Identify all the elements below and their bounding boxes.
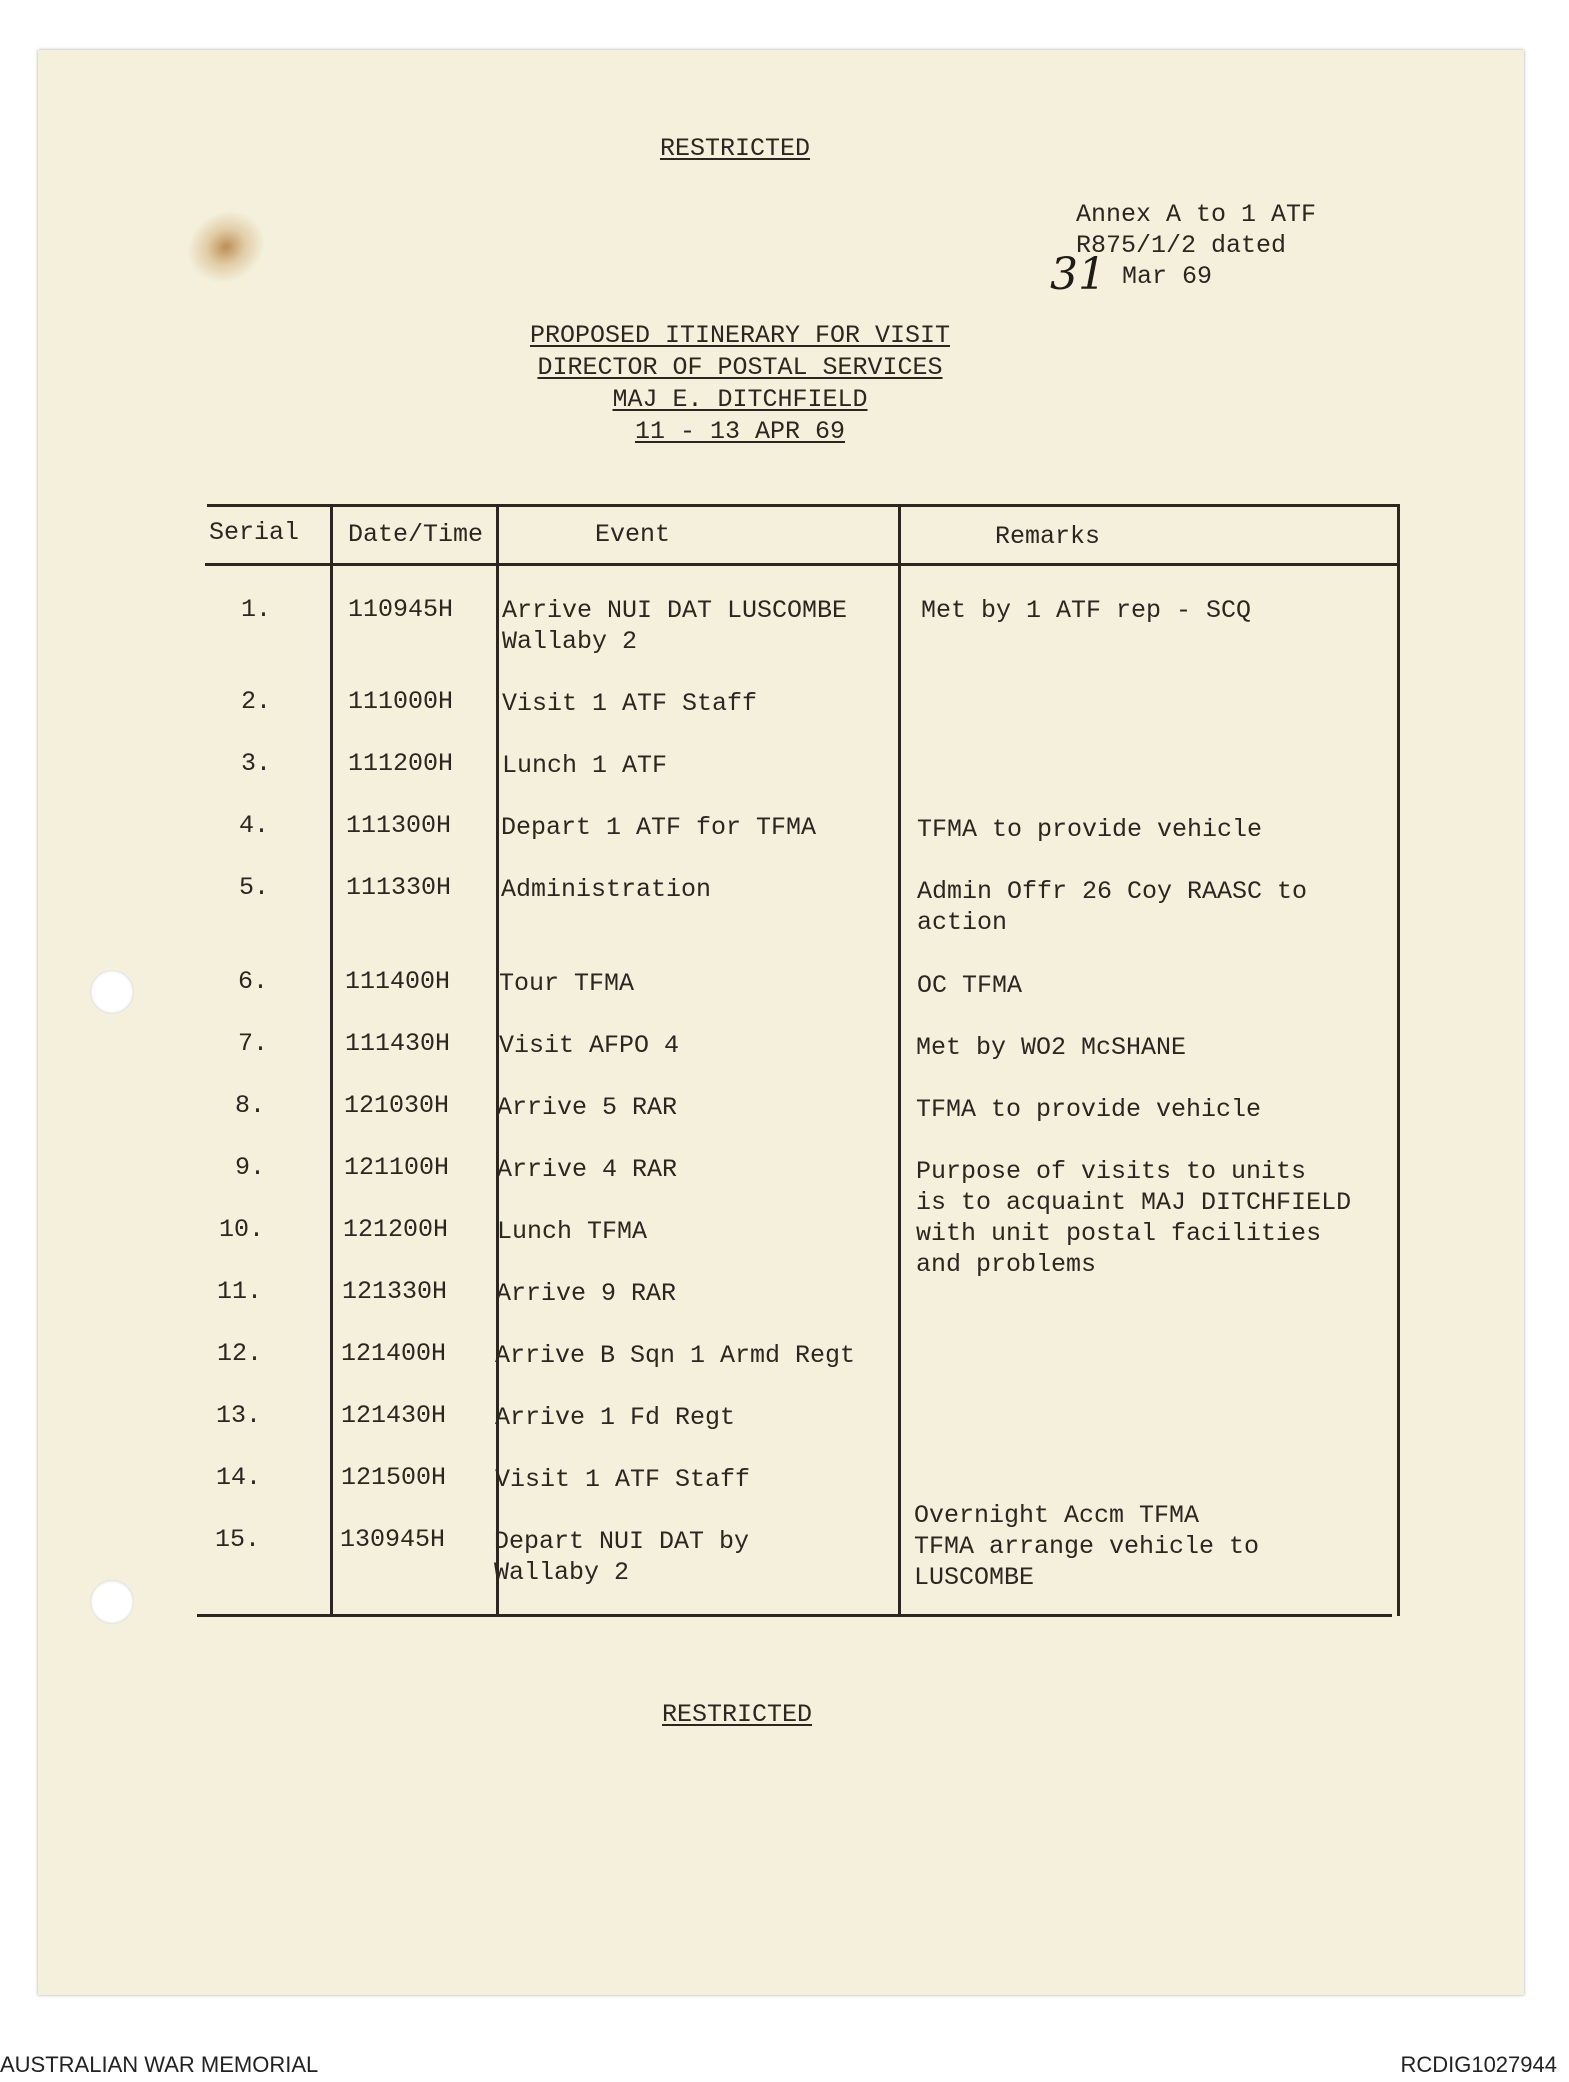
row-event: Depart 1 ATF for TFMA (501, 813, 817, 842)
classification-header: RESTRICTED (660, 134, 811, 163)
row-serial: 11. (217, 1277, 263, 1306)
row-datetime: 121200H (343, 1215, 449, 1244)
row-event: Visit 1 ATF Staff (502, 689, 758, 718)
title-line-4: 11 - 13 APR 69 (634, 417, 846, 446)
classification-footer: RESTRICTED (662, 1700, 813, 1729)
row-datetime: 110945H (348, 595, 454, 624)
archive-footer (0, 2040, 1569, 2082)
table-top-rule (207, 504, 1400, 507)
row-event: Visit 1 ATF Staff (495, 1465, 751, 1494)
rust-stain (174, 197, 278, 298)
row-datetime: 121500H (341, 1463, 447, 1492)
col-divider-3 (898, 504, 901, 1616)
row-remarks: Met by 1 ATF rep - SCQ (921, 596, 1252, 625)
header-datetime: Date/Time (348, 520, 484, 549)
row-serial: 7. (238, 1029, 269, 1058)
row-serial: 14. (216, 1463, 262, 1492)
row-remarks: Admin Offr 26 Coy RAASC to action (917, 877, 1308, 937)
row-event: Administration (501, 875, 712, 904)
row-remarks: Purpose of visits to units is to acquaint MAJ DITCHFIELD with unit postal facilities and problems (916, 1157, 1352, 1279)
handwritten-date: 31 (1050, 249, 1106, 300)
row-event: Arrive 9 RAR (496, 1279, 677, 1308)
row-remarks: OC TFMA (917, 971, 1023, 1000)
annex-line-1: Annex A to 1 ATF (1076, 200, 1317, 229)
row-remarks: Overnight Accm TFMA TFMA arrange vehicle to LUSCOMBE (914, 1501, 1260, 1592)
header-event: Event (595, 520, 671, 549)
row-serial: 4. (239, 811, 270, 840)
archive-ref: RCDIG1027944 (1400, 2052, 1557, 2077)
row-event: Lunch TFMA (497, 1217, 648, 1246)
annex-reference (1050, 199, 1317, 300)
row-datetime: 121330H (342, 1277, 448, 1306)
document-title (480, 320, 1000, 448)
row-serial: 15. (215, 1525, 261, 1554)
row-datetime: 130945H (340, 1525, 446, 1554)
row-serial: 13. (216, 1401, 262, 1430)
table-header-rule (205, 563, 1400, 566)
row-event: Arrive 4 RAR (497, 1155, 678, 1184)
row-datetime: 111000H (348, 687, 454, 716)
row-event: Arrive 1 Fd Regt (495, 1403, 736, 1432)
punch-hole-bottom (90, 1580, 134, 1624)
row-event: Arrive NUI DAT LUSCOMBE Wallaby 2 (502, 596, 848, 656)
row-datetime: 121430H (341, 1401, 447, 1430)
row-datetime: 111330H (346, 873, 452, 902)
annex-line-3: Mar 69 (1122, 262, 1213, 291)
table-bottom-rule (197, 1614, 1392, 1617)
row-event: Lunch 1 ATF (502, 751, 668, 780)
row-serial: 1. (241, 595, 272, 624)
row-event: Arrive B Sqn 1 Armd Regt (495, 1341, 856, 1370)
row-event: Tour TFMA (499, 969, 635, 998)
archive-source: AUSTRALIAN WAR MEMORIAL (0, 2052, 319, 2077)
title-line-1: PROPOSED ITINERARY FOR VISIT (529, 321, 951, 350)
annex-line-2: R875/1/2 dated (1076, 231, 1287, 260)
punch-hole-top (90, 970, 134, 1014)
row-datetime: 121100H (344, 1153, 450, 1182)
row-datetime: 121400H (341, 1339, 447, 1368)
row-datetime: 121030H (344, 1091, 450, 1120)
row-serial: 3. (241, 749, 272, 778)
header-serial: Serial (209, 518, 300, 547)
row-datetime: 111200H (348, 749, 454, 778)
row-serial: 8. (235, 1091, 266, 1120)
header-remarks: Remarks (995, 522, 1101, 551)
row-serial: 9. (235, 1153, 266, 1182)
title-line-3: MAJ E. DITCHFIELD (612, 385, 868, 414)
row-datetime: 111400H (345, 967, 451, 996)
row-event: Arrive 5 RAR (497, 1093, 678, 1122)
row-serial: 2. (241, 687, 272, 716)
row-datetime: 111430H (345, 1029, 451, 1058)
title-line-2: DIRECTOR OF POSTAL SERVICES (537, 353, 943, 382)
col-divider-1 (330, 504, 333, 1616)
row-remarks: TFMA to provide vehicle (916, 1095, 1262, 1124)
row-remarks: Met by WO2 McSHANE (916, 1033, 1187, 1062)
row-remarks: TFMA to provide vehicle (917, 815, 1263, 844)
row-serial: 10. (219, 1215, 265, 1244)
row-serial: 5. (239, 873, 270, 902)
row-datetime: 111300H (346, 811, 452, 840)
row-serial: 12. (217, 1339, 263, 1368)
row-event: Depart NUI DAT by Wallaby 2 (494, 1527, 750, 1587)
table-right-edge (1397, 504, 1400, 1616)
itinerary-table (205, 504, 1400, 1618)
row-serial: 6. (238, 967, 269, 996)
row-event: Visit AFPO 4 (499, 1031, 680, 1060)
